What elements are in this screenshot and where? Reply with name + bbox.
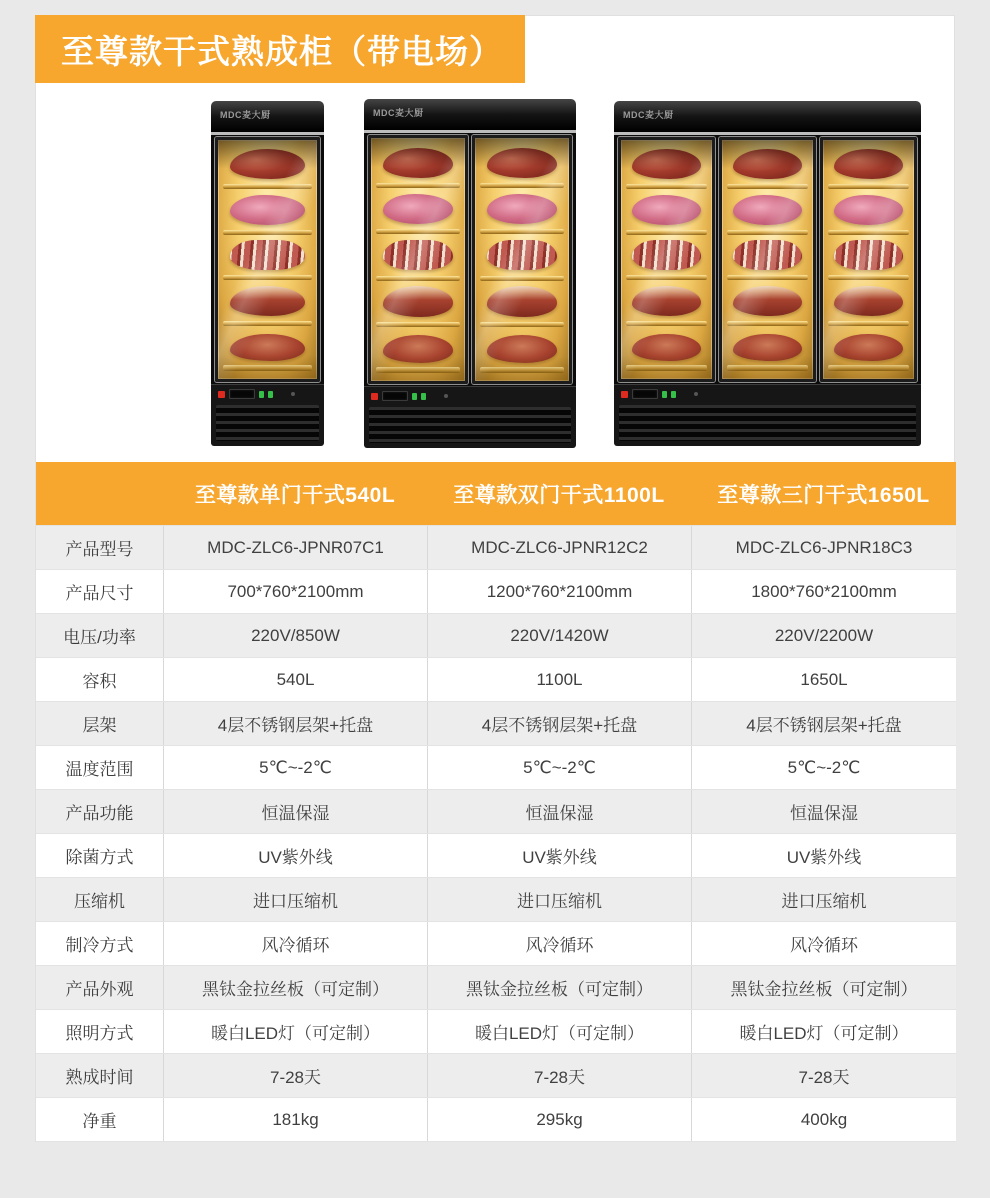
cabinet-base	[211, 384, 324, 446]
spec-row	[36, 1009, 956, 1053]
indicator-light-icon	[412, 393, 417, 400]
spec-value: 恒温保湿	[427, 790, 691, 833]
spec-value: 暖白LED灯（可定制）	[163, 1010, 427, 1053]
spec-table-body	[36, 525, 956, 1142]
meat-display	[733, 149, 801, 179]
spec-value: 风冷循环	[163, 922, 427, 965]
meat-display	[632, 195, 700, 225]
meat-display	[383, 286, 454, 317]
spec-row	[36, 833, 956, 877]
shelf	[375, 188, 461, 234]
meat-display	[487, 240, 558, 271]
spec-row	[36, 701, 956, 745]
cabinet-top-panel	[364, 99, 576, 133]
spec-value: 400kg	[691, 1098, 956, 1141]
spec-row	[36, 525, 956, 569]
meat-display	[383, 148, 454, 179]
cabinet-glass-section	[211, 135, 324, 384]
indicator-light-icon	[268, 391, 273, 398]
spec-value: 恒温保湿	[163, 790, 427, 833]
shelf	[222, 326, 313, 371]
ventilation-grille	[216, 405, 319, 441]
spec-label: 产品型号	[65, 540, 134, 559]
spec-row	[36, 569, 956, 613]
meat-display	[834, 149, 902, 179]
spec-value: MDC-ZLC6-JPNR07C1	[163, 526, 427, 569]
spec-value: UV紫外线	[691, 834, 956, 877]
meat-display	[487, 148, 558, 179]
shelf	[726, 235, 809, 280]
shelf	[726, 144, 809, 189]
meat-display	[383, 194, 454, 225]
shelf	[827, 189, 910, 234]
spec-row	[36, 965, 956, 1009]
spec-table-header	[36, 462, 956, 525]
glass-door	[472, 135, 572, 384]
spec-value: 5℃~-2℃	[427, 746, 691, 789]
spec-row	[36, 921, 956, 965]
meat-display	[230, 240, 305, 270]
spec-value: MDC-ZLC6-JPNR18C3	[691, 526, 956, 569]
temperature-display	[229, 389, 255, 399]
spec-row	[36, 745, 956, 789]
meat-display	[487, 335, 558, 363]
content-card	[35, 15, 955, 1142]
glass-door	[368, 135, 468, 384]
control-panel	[614, 384, 921, 402]
spec-value: 黑钛金拉丝板（可定制）	[691, 966, 956, 1009]
glass-door	[719, 137, 816, 382]
spec-value: 700*760*2100mm	[163, 570, 427, 613]
meat-display	[834, 240, 902, 270]
spec-value: UV紫外线	[427, 834, 691, 877]
spec-value: 1200*760*2100mm	[427, 570, 691, 613]
meat-display	[834, 334, 902, 361]
spec-value: UV紫外线	[163, 834, 427, 877]
indicator-light-icon	[421, 393, 426, 400]
shelf	[625, 235, 708, 280]
cabinet-base	[614, 384, 921, 446]
power-button-icon	[371, 393, 378, 400]
spec-label: 电压/功率	[63, 628, 136, 647]
meat-display	[230, 149, 305, 179]
spec-value: 7-28天	[691, 1054, 956, 1097]
spec-value: 暖白LED灯（可定制）	[691, 1010, 956, 1053]
meat-display	[834, 286, 902, 316]
spec-value: 1650L	[691, 658, 956, 701]
meat-display	[733, 334, 801, 361]
spec-value: 恒温保湿	[691, 790, 956, 833]
spec-row	[36, 1053, 956, 1097]
sensor-dot-icon	[694, 392, 698, 396]
brand-logo: MDC麦大厨	[623, 110, 674, 120]
spec-value: 220V/1420W	[427, 614, 691, 657]
product-column-header-1: 至尊款单门干式540L	[194, 483, 396, 507]
shelf	[726, 280, 809, 325]
power-button-icon	[621, 391, 628, 398]
header-spacer	[36, 462, 163, 525]
shelf	[479, 327, 565, 373]
shelf	[222, 144, 313, 189]
power-button-icon	[218, 391, 225, 398]
glass-door	[618, 137, 715, 382]
spec-value: 黑钛金拉丝板（可定制）	[163, 966, 427, 1009]
shelf	[726, 326, 809, 371]
indicator-light-icon	[259, 391, 264, 398]
spec-value: 风冷循环	[427, 922, 691, 965]
meat-display	[487, 286, 558, 317]
spec-value: 5℃~-2℃	[691, 746, 956, 789]
spec-label: 制冷方式	[65, 936, 134, 955]
shelf	[222, 235, 313, 280]
shelf	[827, 144, 910, 189]
product-image-single-door-cabinet	[211, 101, 324, 446]
spec-value: 7-28天	[427, 1054, 691, 1097]
spec-table	[36, 462, 956, 1142]
spec-value: 进口压缩机	[427, 878, 691, 921]
shelf	[479, 188, 565, 234]
spec-label: 产品外观	[65, 980, 134, 999]
spec-label: 照明方式	[65, 1024, 134, 1043]
meat-display	[733, 195, 801, 225]
spec-value: 4层不锈钢层架+托盘	[691, 702, 956, 745]
spec-label: 净重	[82, 1112, 117, 1131]
meat-display	[733, 286, 801, 316]
meat-display	[632, 334, 700, 361]
cabinet-top-panel	[614, 101, 921, 135]
spec-row	[36, 657, 956, 701]
spec-label: 除菌方式	[65, 848, 134, 867]
spec-label: 温度范围	[65, 760, 134, 779]
spec-row	[36, 1097, 956, 1141]
spec-value: 295kg	[427, 1098, 691, 1141]
meat-display	[383, 240, 454, 271]
meat-display	[733, 240, 801, 270]
cabinet-glass-section	[364, 133, 576, 386]
control-panel	[364, 386, 576, 404]
spec-label: 层架	[82, 716, 117, 735]
product-image-double-door-cabinet	[364, 99, 576, 448]
spec-row	[36, 613, 956, 657]
spec-value: 4层不锈钢层架+托盘	[427, 702, 691, 745]
cabinet-glass-section	[614, 135, 921, 384]
spec-label: 熟成时间	[65, 1068, 134, 1087]
shelf	[375, 327, 461, 373]
spec-value: 7-28天	[163, 1054, 427, 1097]
meat-display	[230, 195, 305, 225]
shelf	[479, 281, 565, 327]
cabinet-top-panel	[211, 101, 324, 135]
shelf	[375, 234, 461, 280]
page-title: 至尊款干式熟成柜（带电场）	[61, 32, 503, 70]
spec-value: 220V/850W	[163, 614, 427, 657]
meat-display	[632, 286, 700, 316]
indicator-light-icon	[662, 391, 667, 398]
sensor-dot-icon	[291, 392, 295, 396]
shelf	[827, 235, 910, 280]
meat-display	[383, 335, 454, 363]
brand-logo: MDC麦大厨	[373, 108, 424, 118]
spec-value: 4层不锈钢层架+托盘	[163, 702, 427, 745]
glass-door	[215, 137, 320, 382]
ventilation-grille	[619, 405, 916, 441]
meat-display	[632, 149, 700, 179]
indicator-light-icon	[671, 391, 676, 398]
shelf	[625, 326, 708, 371]
brand-logo: MDC麦大厨	[220, 110, 271, 120]
glass-door	[820, 137, 917, 382]
shelf	[625, 280, 708, 325]
meat-display	[834, 195, 902, 225]
shelf	[222, 280, 313, 325]
shelf	[726, 189, 809, 234]
spec-row	[36, 789, 956, 833]
meat-display	[230, 334, 305, 361]
meat-display	[487, 194, 558, 225]
spec-label: 产品尺寸	[65, 584, 134, 603]
product-column-header-2: 至尊款双门干式1100L	[453, 483, 665, 507]
ventilation-grille	[369, 407, 571, 443]
shelf	[479, 234, 565, 280]
spec-row	[36, 877, 956, 921]
shelf	[625, 144, 708, 189]
spec-value: 220V/2200W	[691, 614, 956, 657]
shelf	[375, 281, 461, 327]
product-image-triple-door-cabinet	[614, 101, 921, 446]
shelf	[625, 189, 708, 234]
spec-value: 5℃~-2℃	[163, 746, 427, 789]
shelf	[222, 189, 313, 234]
meat-display	[632, 240, 700, 270]
spec-value: 1100L	[427, 658, 691, 701]
meat-display	[230, 286, 305, 316]
shelf	[375, 142, 461, 188]
shelf	[827, 326, 910, 371]
spec-value: 暖白LED灯（可定制）	[427, 1010, 691, 1053]
shelf	[827, 280, 910, 325]
temperature-display	[382, 391, 408, 401]
spec-label: 容积	[82, 672, 117, 691]
product-column-header-3: 至尊款三门干式1650L	[717, 483, 930, 507]
spec-value: 进口压缩机	[691, 878, 956, 921]
spec-label: 产品功能	[65, 804, 134, 823]
spec-value: 进口压缩机	[163, 878, 427, 921]
spec-value: 540L	[163, 658, 427, 701]
spec-value: 黑钛金拉丝板（可定制）	[427, 966, 691, 1009]
spec-value: 1800*760*2100mm	[691, 570, 956, 613]
title-banner	[35, 15, 525, 83]
spec-label: 压缩机	[74, 892, 125, 911]
spec-value: 181kg	[163, 1098, 427, 1141]
temperature-display	[632, 389, 658, 399]
control-panel	[211, 384, 324, 402]
spec-value: 风冷循环	[691, 922, 956, 965]
cabinet-base	[364, 386, 576, 448]
spec-value: MDC-ZLC6-JPNR12C2	[427, 526, 691, 569]
sensor-dot-icon	[444, 394, 448, 398]
shelf	[479, 142, 565, 188]
